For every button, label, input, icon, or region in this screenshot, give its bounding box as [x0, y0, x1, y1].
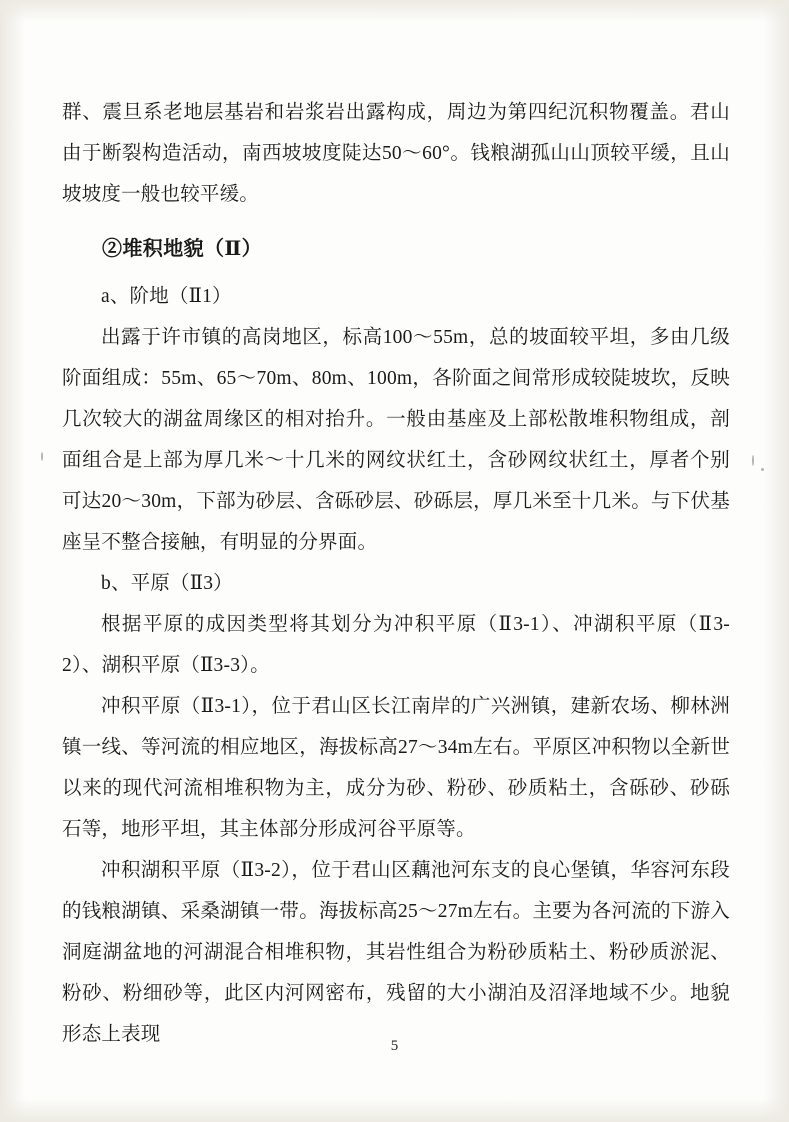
section-heading-accumulation-landform: ②堆积地貌（Ⅱ）: [102, 238, 263, 260]
paragraph-continuation: 群、震旦系老地层基岩和岩浆岩出露构成，周边为第四纪沉积物覆盖。君山由于断裂构造活动，南西坡坡度陡达50～60°。钱粮湖孤山山顶较平缓，且山坡坡度一般也较平缓。: [62, 102, 730, 205]
paragraph-plain-classification: 根据平原的成因类型将其划分为冲积平原（Ⅱ3-1）、冲湖积平原（Ⅱ3-2）、湖积平原（Ⅱ3-3）。: [62, 614, 730, 676]
scan-speck: [752, 455, 754, 466]
page-edge-shadow-left: [0, 0, 26, 1122]
paragraph-plain-label: b、平原（Ⅱ3）: [101, 573, 233, 594]
page-edge-shadow-top: [0, 0, 789, 22]
paragraph-alluvial-plain: 冲积平原（Ⅱ3-1），位于君山区长江南岸的广兴洲镇，建新农场、柳林洲镇一线、等河流的相应地区，海拔标高27～34m左右。平原区冲积物以全新世以来的现代河流相堆积物为主，成分为砂、粉砂、砂质粘土，含砾砂、砂砾石等，地形平坦，其主体部分形成河谷平原等。: [62, 696, 730, 840]
paragraph-alluvial-lacustrine-plain: 冲积湖积平原（Ⅱ3-2），位于君山区藕池河东支的良心堡镇，华容河东段的钱粮湖镇、采桑湖镇一带。海拔标高25～27m左右。主要为各河流的下游入洞庭湖盆地的河湖混合相堆积物，其岩性组合为粉砂质粘土、粉砂质淤泥、粉砂、粉细砂等，此区内河网密布，残留的大小湖泊及沼泽地域不少。地貌形态上表现: [62, 860, 730, 1045]
page-edge-shadow-right: [763, 0, 789, 1122]
scan-speck: [761, 468, 764, 471]
page-edge-shadow-bottom: [0, 1098, 789, 1122]
scan-speck: [41, 452, 43, 461]
page-number: 5: [390, 1038, 399, 1054]
paragraph-terrace-body: 出露于许市镇的高岗地区，标高100～55m，总的坡面较平坦，多由几级阶面组成：55m、65～70m、80m、100m，各阶面之间常形成较陡坡坎，反映几次较大的湖盆周缘区的相对抬升。一般由基座及上部松散堆积物组成，剖面组合是上部为厚几米～十几米的网纹状红土，含砂网纹状红土，厚者个别可达20～30m，下部为砂层、含砾砂层、砂砾层，厚几米至十几米。与下伏基座呈不整合接触，有明显的分界面。: [62, 327, 730, 553]
page-content: [62, 92, 730, 1055]
paragraph-terrace-label: a、阶地（Ⅱ1）: [101, 286, 232, 307]
